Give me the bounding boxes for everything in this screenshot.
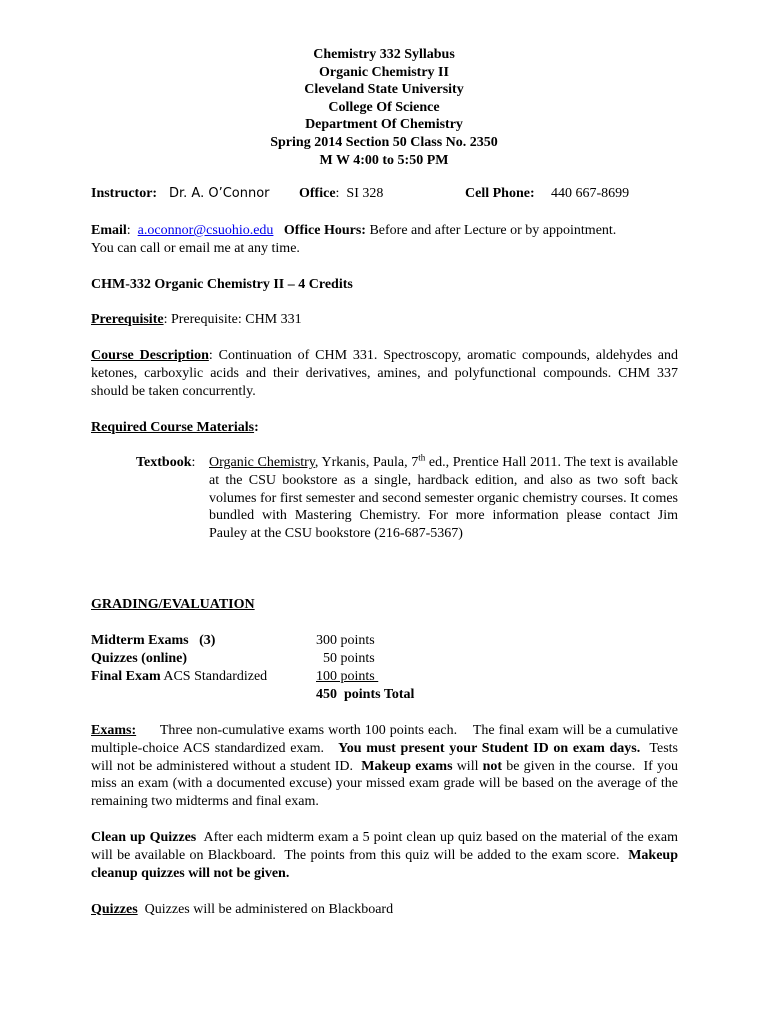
email-label: Email <box>91 223 127 238</box>
exams-text-4: be given in the course. If you miss an exam (with a documented excuse) your missed exam grade will be based on the average of the remaining two midterms and final exam. <box>91 758 682 810</box>
textbook-label: Textbook: <box>136 455 196 470</box>
grade-label-final: Final Exam <box>91 669 161 684</box>
grade-points-final: 100 points <box>316 669 379 684</box>
book-title: Organic Chemistry <box>209 455 315 470</box>
office-info <box>299 185 383 203</box>
book-edition-sup: th <box>418 452 426 463</box>
office-hours-value: Before and after Lecture or by appointment. <box>365 223 617 238</box>
grade-row-quizzes <box>91 650 451 668</box>
book-info-2: ed., Prentice Hall 2011. The text is available at the CSU bookstore as a single, hardback edition, and also as two soft back volumes for first semester and second semester organic chemistry courses. It comes bundled with Mastering Chemistry. For more information please contact Jim Pauley at the CSU bookstore (216-687-5367) <box>209 455 678 542</box>
grade-row-final <box>91 668 451 686</box>
grading-heading <box>91 596 255 614</box>
instructor-line <box>91 185 691 203</box>
description-label: Course Description <box>91 348 209 363</box>
prerequisite-line <box>91 311 302 329</box>
exams-makeup-label: Makeup exams <box>361 758 453 774</box>
exams-text-1: Three non-cumulative exams worth 100 points each. The final exam will be a cumulative multiple-choice ACS standardized exam. <box>91 723 682 756</box>
materials-label: Required Course Materials <box>91 420 255 435</box>
grade-total: 450 points Total <box>316 687 415 702</box>
header-line-college: College Of Science <box>328 99 440 115</box>
exams-label: Exams: <box>91 723 137 738</box>
cleanup-label: Clean up Quizzes <box>91 830 197 845</box>
textbook-details <box>209 454 678 543</box>
email-colon: : <box>126 223 138 238</box>
grade-points-midterms: 300 points <box>316 633 375 648</box>
header-line-schedule: M W 4:00 to 5:50 PM <box>319 152 449 168</box>
syllabus-header <box>0 46 768 169</box>
instructor-name: Dr. A. O’Connor <box>169 186 270 201</box>
cleanup-text: After each midterm exam a 5 point clean up quiz based on the material of the exam will be available on Blackboard. The points from this quiz will be added to the exam score. <box>91 830 682 863</box>
book-info-1: , Yrkanis, Paula, 7 <box>314 455 419 470</box>
office-value: : SI 328 <box>335 186 384 201</box>
grade-row-midterms <box>91 632 451 650</box>
textbook-label-text: Textbook <box>136 455 192 470</box>
phone-label: Cell Phone: <box>465 186 535 201</box>
cleanup-makeup-note: Makeup cleanup quizzes will not be given. <box>91 847 682 881</box>
exams-student-id-note: You must present your Student ID on exam days. <box>338 740 641 756</box>
exams-paragraph <box>91 722 682 811</box>
contact-note: You can call or email me at any time. <box>91 240 300 256</box>
grading-title: GRADING/EVALUATION <box>91 597 255 612</box>
prerequisite-label: Prerequisite <box>91 312 164 327</box>
course-description <box>91 347 678 400</box>
cleanup-paragraph <box>91 829 682 882</box>
course-title: CHM-332 Organic Chemistry II – 4 Credits <box>91 277 353 292</box>
quizzes-line <box>91 901 393 919</box>
header-line-course: Chemistry 332 Syllabus <box>313 47 455 62</box>
materials-colon: : <box>254 420 259 435</box>
quizzes-label: Quizzes <box>91 902 138 917</box>
office-hours-label: Office Hours: <box>283 223 366 238</box>
grade-label-quizzes: Quizzes (online) <box>91 651 188 666</box>
header-line-section: Spring 2014 Section 50 Class No. 2350 <box>270 134 498 150</box>
email-paragraph <box>91 222 678 258</box>
header-line-title: Organic Chemistry II <box>319 64 449 80</box>
email-link[interactable]: a.oconnor@csuohio.edu <box>137 223 274 238</box>
grade-label-midterms: Midterm Exams (3) <box>91 633 216 648</box>
materials-heading <box>91 419 259 437</box>
instructor-label: Instructor: <box>91 186 158 201</box>
header-line-university: Cleveland State University <box>304 82 464 98</box>
grade-row-total <box>91 686 451 704</box>
quizzes-text: Quizzes will be administered on Blackboard <box>137 902 394 917</box>
exams-text-3: will <box>452 758 483 774</box>
prerequisite-value: : Prerequisite: CHM 331 <box>163 312 302 327</box>
exams-not: not <box>482 758 503 774</box>
exams-text-2: Tests will not be administered without a student ID. <box>91 740 682 774</box>
grade-label-final-plain: ACS Standardized <box>160 669 268 684</box>
office-label: Office <box>299 186 336 201</box>
header-line-department: Department Of Chemistry <box>305 117 463 133</box>
description-text: : Continuation of CHM 331. Spectroscopy, aromatic compounds, aldehydes and ketones, carboxylic acids and their derivatives, amines, and polyfunctional compounds. CHM 337 should be taken concurrently. <box>91 348 678 399</box>
grade-points-quizzes: 50 points <box>316 651 375 666</box>
phone-value: 440 667-8699 <box>551 186 630 201</box>
